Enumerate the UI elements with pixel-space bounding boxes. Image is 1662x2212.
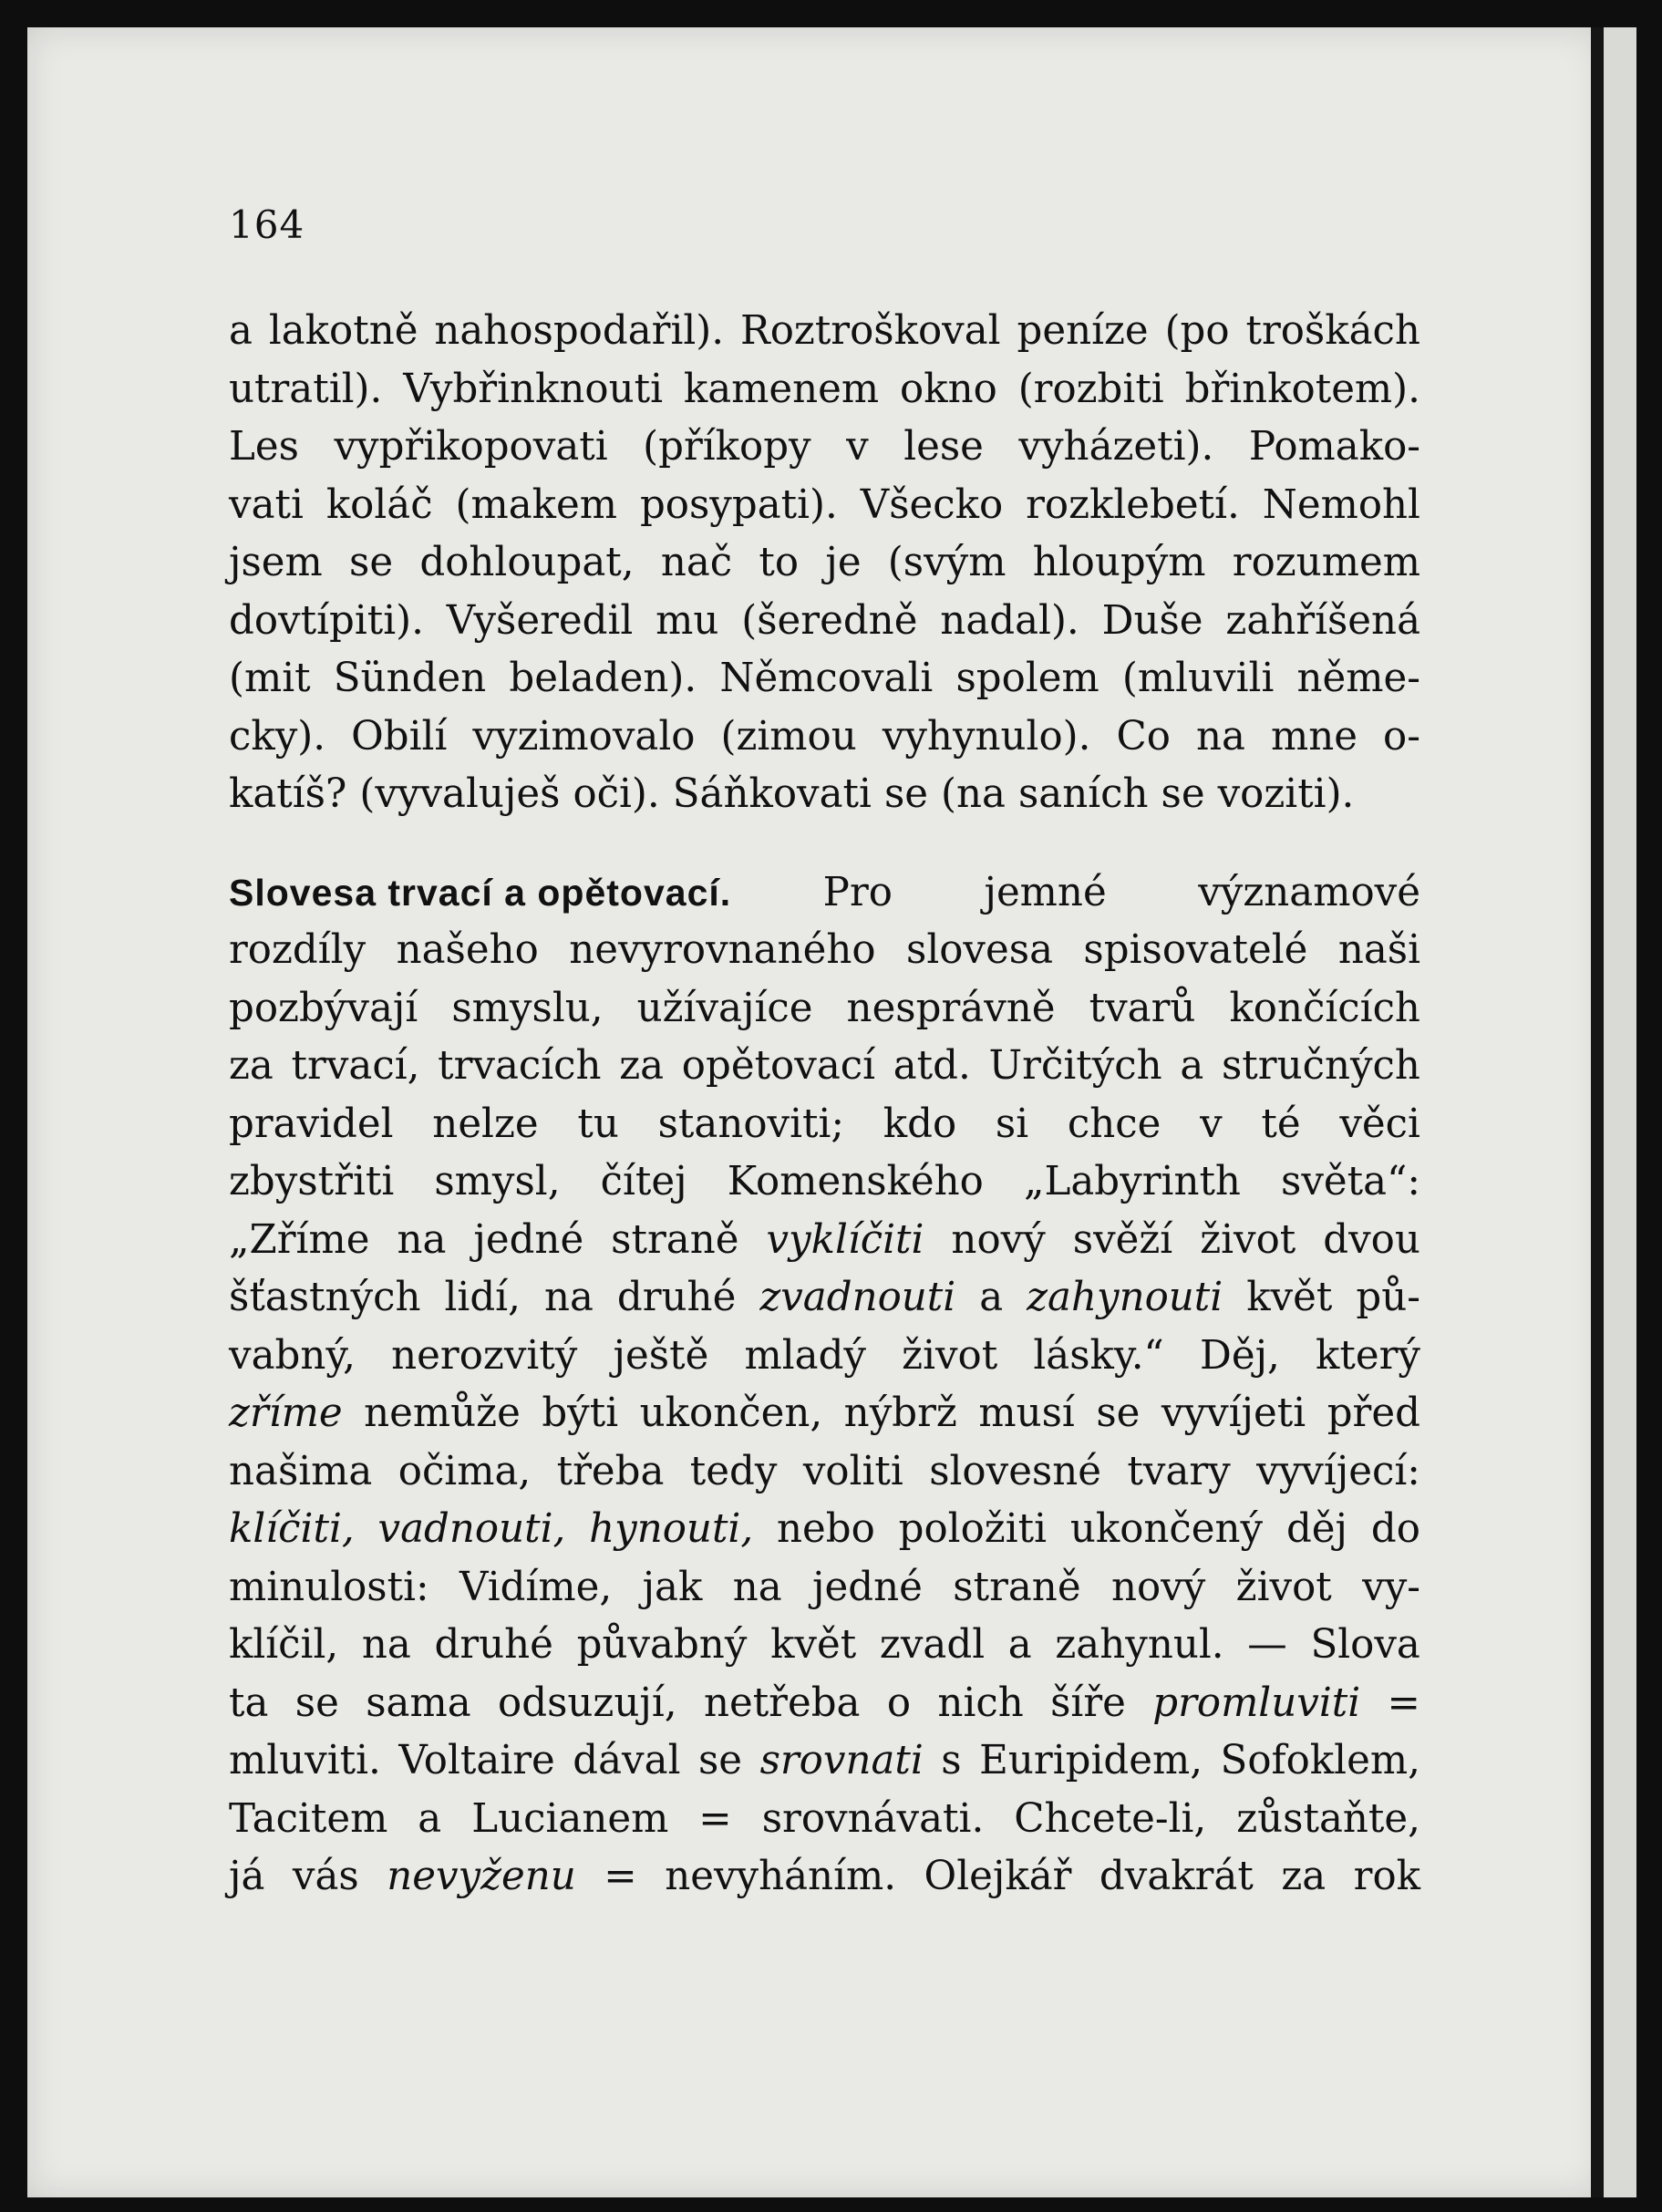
word: smyslu, [451, 985, 604, 1031]
word: našima [229, 1448, 373, 1494]
word: Vyšeredil [446, 597, 634, 644]
word: slovesné [929, 1448, 1102, 1494]
word: pravidel [229, 1101, 394, 1147]
word: Obilí [351, 713, 448, 760]
word: naši [1337, 927, 1420, 973]
word: = [698, 1795, 732, 1842]
text-line [229, 1675, 1420, 1733]
word: kdo [883, 1101, 957, 1147]
word: vyvíjecí: [1256, 1448, 1420, 1494]
text-line [229, 980, 1420, 1039]
word: jak [642, 1564, 703, 1610]
paragraph-2 [229, 864, 1420, 1907]
word: ukončený [1069, 1506, 1264, 1552]
word: jedné [473, 1216, 584, 1263]
word: nerozvitý [391, 1332, 578, 1379]
text-line [229, 1269, 1420, 1328]
word: (svým [887, 540, 1006, 585]
text-line [229, 1501, 1420, 1559]
word: (příkopy [643, 424, 811, 470]
word: dovtípiti). [229, 597, 424, 644]
word: věci [1339, 1101, 1420, 1147]
word: saních [1017, 771, 1149, 817]
word: zahříšená [1225, 597, 1420, 644]
heading-line [229, 864, 1420, 923]
word: hynouti, [589, 1506, 754, 1552]
word: trvacích [438, 1043, 602, 1089]
word: druhé [616, 1275, 737, 1320]
paragraph-1 [229, 303, 1420, 824]
word: zbystřiti [229, 1159, 395, 1204]
word: dvakrát [1099, 1854, 1254, 1899]
word: a [1007, 1622, 1032, 1668]
word: jedné [812, 1564, 923, 1610]
page-text [229, 303, 1420, 1907]
word: nich [937, 1680, 1024, 1726]
word: té [1261, 1101, 1301, 1147]
word: zvadnouti [759, 1275, 956, 1320]
word: květ [770, 1622, 857, 1668]
word: děj [1285, 1506, 1348, 1552]
text-line [229, 361, 1420, 419]
section-heading: Slovesa trvací a opětovací. [229, 871, 732, 914]
word: slovesa [906, 927, 1054, 973]
word: život [902, 1332, 998, 1379]
word: na [397, 1216, 447, 1263]
text-line [229, 1791, 1420, 1849]
word: třeba [556, 1448, 665, 1494]
word: nevyháním. [665, 1854, 897, 1899]
word: nevyženu [387, 1854, 576, 1899]
word: významové [1198, 869, 1420, 915]
text-line [229, 477, 1420, 535]
text-line [229, 1443, 1420, 1502]
word: mne [1271, 713, 1358, 760]
word: peníze [1017, 308, 1149, 354]
word: tvarů [1089, 985, 1196, 1031]
text-line [229, 922, 1420, 980]
text-line [229, 650, 1420, 708]
word: a [979, 1275, 1004, 1320]
word: Chcete-li, [1014, 1795, 1207, 1842]
word: nelze [432, 1101, 539, 1147]
word: lásky.“ [1033, 1332, 1164, 1379]
word: život [1235, 1564, 1332, 1610]
word: tedy [689, 1448, 778, 1494]
word: zůstaňte, [1236, 1795, 1420, 1842]
word: (makem [455, 481, 618, 528]
word: koláč [325, 481, 433, 528]
word: vyhynulo). [882, 713, 1091, 760]
word: vyklíčiti [766, 1216, 924, 1263]
word: o- [1383, 713, 1420, 760]
word: do [1370, 1506, 1420, 1552]
word: = [604, 1854, 637, 1899]
paragraph-gap [229, 824, 1420, 864]
text-line [229, 1153, 1420, 1212]
word: jsem [229, 540, 323, 585]
word: vyházeti). [1018, 424, 1214, 470]
word: pozbývají [229, 985, 418, 1031]
word: lakotně [268, 308, 418, 354]
word: Roztroškoval [739, 308, 1001, 354]
word: dohloupat, [419, 540, 635, 585]
word: (mit [229, 656, 311, 701]
text-line [229, 1212, 1420, 1270]
word: nový [951, 1216, 1046, 1263]
word: (po [1164, 308, 1230, 354]
word: cky). [229, 713, 326, 760]
word: čítej [600, 1159, 687, 1204]
word: (mluvili [1121, 656, 1275, 701]
text-line [229, 593, 1420, 651]
word: břinkotem). [1184, 366, 1420, 412]
word: Olejkář [924, 1854, 1072, 1899]
word: pů- [1356, 1275, 1420, 1320]
word: tvary [1127, 1448, 1231, 1494]
word: nebo [777, 1506, 875, 1552]
word: straně [611, 1216, 739, 1263]
word: položiti [898, 1506, 1048, 1552]
word: mladý [744, 1332, 866, 1379]
word: v [846, 424, 869, 470]
text-line [229, 1038, 1420, 1096]
word: dával [573, 1738, 681, 1783]
word: za [1281, 1854, 1327, 1899]
word: oči). [573, 771, 660, 817]
word: straně [953, 1564, 1081, 1610]
word: nesprávně [846, 985, 1056, 1031]
word: smysl, [434, 1159, 561, 1204]
word: Sünden [333, 656, 487, 701]
word: končících [1229, 985, 1420, 1031]
word: voliti [802, 1448, 903, 1494]
word: Euripidem, [979, 1738, 1203, 1783]
word: rozumem [1232, 540, 1420, 585]
word: spolem [955, 656, 1099, 701]
word: Slova [1310, 1622, 1420, 1668]
word: vabný, [229, 1332, 356, 1379]
word: šíře [1050, 1680, 1126, 1726]
word: klíčil, [229, 1622, 339, 1668]
word: nevyrovnaného [569, 927, 876, 973]
word: Nemohl [1262, 481, 1420, 528]
word: očima, [397, 1448, 532, 1494]
word: Všecko [860, 481, 1004, 528]
word: nahospodařil). [434, 308, 725, 354]
word: se [697, 1738, 743, 1783]
word: srovnávati. [761, 1795, 985, 1842]
word: jemné [984, 869, 1107, 915]
word: utratil). [229, 366, 383, 412]
word: (rozbiti [1017, 366, 1164, 412]
word: Určitých [988, 1043, 1162, 1089]
word: stručných [1221, 1043, 1420, 1089]
word: mu [656, 597, 719, 644]
word: (vyvaluješ [359, 771, 561, 817]
word: (na [941, 771, 1006, 817]
word: troškách [1245, 308, 1420, 354]
text-line [229, 708, 1420, 767]
word: Vybřinknouti [403, 366, 663, 412]
word: druhé [434, 1622, 553, 1668]
word: vati [229, 481, 304, 528]
word: Les [229, 424, 299, 470]
word: netřeba [703, 1680, 861, 1726]
word: = [1387, 1680, 1420, 1726]
word: Duše [1101, 597, 1203, 644]
word: Pomako- [1248, 424, 1420, 470]
word: svěží [1072, 1216, 1173, 1263]
text-line [229, 1096, 1420, 1154]
word: Lucianem [471, 1795, 669, 1842]
word: zvadl [879, 1622, 986, 1668]
text-line [229, 534, 1420, 593]
word: se [349, 540, 394, 585]
word: a [229, 308, 253, 354]
word: našeho [396, 927, 539, 973]
word: nýbrž [843, 1390, 957, 1436]
word: sama [366, 1680, 471, 1726]
word: rok [1353, 1854, 1420, 1899]
word: chce [1067, 1101, 1161, 1147]
word: trvací, [291, 1043, 420, 1089]
word: půvabný [576, 1622, 748, 1668]
word: — [1247, 1622, 1287, 1668]
text-line [229, 766, 1420, 824]
word: je [825, 540, 862, 585]
word: o [886, 1680, 912, 1726]
word: na [1196, 713, 1245, 760]
word: světa“: [1281, 1159, 1420, 1204]
word: „Zříme [229, 1216, 370, 1263]
word: já [229, 1854, 265, 1899]
word: tu [577, 1101, 619, 1147]
word: ještě [613, 1332, 709, 1379]
word: lidí, [444, 1275, 521, 1320]
word: hloupým [1032, 540, 1206, 585]
word: „Labyrinth [1023, 1159, 1241, 1204]
word: Voltaire [398, 1738, 555, 1783]
word: nemůže [364, 1390, 521, 1436]
word: si [995, 1101, 1029, 1147]
word: vyzimovalo [472, 713, 696, 760]
word: a [1180, 1043, 1204, 1089]
word: dvou [1323, 1216, 1420, 1263]
word: voziti). [1217, 771, 1355, 817]
word: srovnati [759, 1738, 924, 1783]
word: vadnouti, [377, 1506, 566, 1552]
word: (zimou [720, 713, 857, 760]
word: atd. [893, 1043, 971, 1089]
word: zahynul. [1055, 1622, 1224, 1668]
word: posypati). [639, 481, 838, 528]
text-line [229, 419, 1420, 477]
word: nový [1110, 1564, 1206, 1610]
word: ukončen, [639, 1390, 823, 1436]
word: vy- [1362, 1564, 1420, 1610]
word: katíš? [229, 771, 347, 817]
word: na [361, 1622, 411, 1668]
word: mluviti. [229, 1738, 381, 1783]
word: šťastných [229, 1275, 421, 1320]
word: vyvíjeti [1161, 1390, 1306, 1436]
word: Komenského [727, 1159, 984, 1204]
word: zahynouti [1027, 1275, 1223, 1320]
word: Pro [822, 869, 893, 915]
word: nač [660, 540, 733, 585]
text-line [229, 303, 1420, 361]
word: něme- [1296, 656, 1420, 701]
word: Sofoklem, [1220, 1738, 1420, 1783]
word: vypřikopovati [334, 424, 608, 470]
word: rozklebetí. [1026, 481, 1240, 528]
word: (šeredně [741, 597, 918, 644]
word: musí [978, 1390, 1075, 1436]
word: s [941, 1738, 962, 1783]
word: Vidíme, [459, 1564, 613, 1610]
word: za [229, 1043, 274, 1089]
text-line [229, 1848, 1420, 1907]
page-number: 164 [229, 202, 305, 247]
word: nadal). [940, 597, 1079, 644]
word: Tacitem [229, 1795, 388, 1842]
word: kamenem [683, 366, 880, 412]
page-edge-rule [1591, 27, 1604, 2197]
word: před [1327, 1390, 1420, 1436]
word: život [1200, 1216, 1296, 1263]
word: beladen). [509, 656, 697, 701]
word: okno [900, 366, 997, 412]
text-line [229, 1617, 1420, 1675]
word: opětovací [681, 1043, 876, 1089]
text-line [229, 1328, 1420, 1386]
word: promluviti [1152, 1680, 1361, 1726]
word: lese [903, 424, 984, 470]
word: květ [1246, 1275, 1333, 1320]
word: v [1200, 1101, 1223, 1147]
word: se [1096, 1390, 1141, 1436]
word: odsuzují, [498, 1680, 677, 1726]
word: za [619, 1043, 665, 1089]
text-line [229, 1559, 1420, 1618]
word: se [1161, 771, 1205, 817]
word: rozdíly [229, 927, 366, 973]
word: minulosti: [229, 1564, 429, 1610]
next-page-edge [1604, 27, 1636, 2197]
word: užívajíce [636, 985, 813, 1031]
word: Děj, [1199, 1332, 1280, 1379]
word: na [543, 1275, 594, 1320]
text-line [229, 1385, 1420, 1443]
word: se [883, 771, 929, 817]
text-line [229, 1732, 1420, 1791]
word: ta [229, 1680, 269, 1726]
word: vás [292, 1854, 359, 1899]
word: a [418, 1795, 442, 1842]
word: to [759, 540, 800, 585]
word: spisovatelé [1083, 927, 1308, 973]
word: stanoviti; [657, 1101, 845, 1147]
word: klíčiti, [229, 1506, 355, 1552]
word: Sáňkovati [672, 771, 872, 817]
word: se [294, 1680, 339, 1726]
word: Němcovali [719, 656, 934, 701]
word: který [1316, 1332, 1420, 1379]
word: býti [542, 1390, 619, 1436]
word: zříme [229, 1390, 343, 1436]
word: na [732, 1564, 782, 1610]
word: Co [1116, 713, 1171, 760]
